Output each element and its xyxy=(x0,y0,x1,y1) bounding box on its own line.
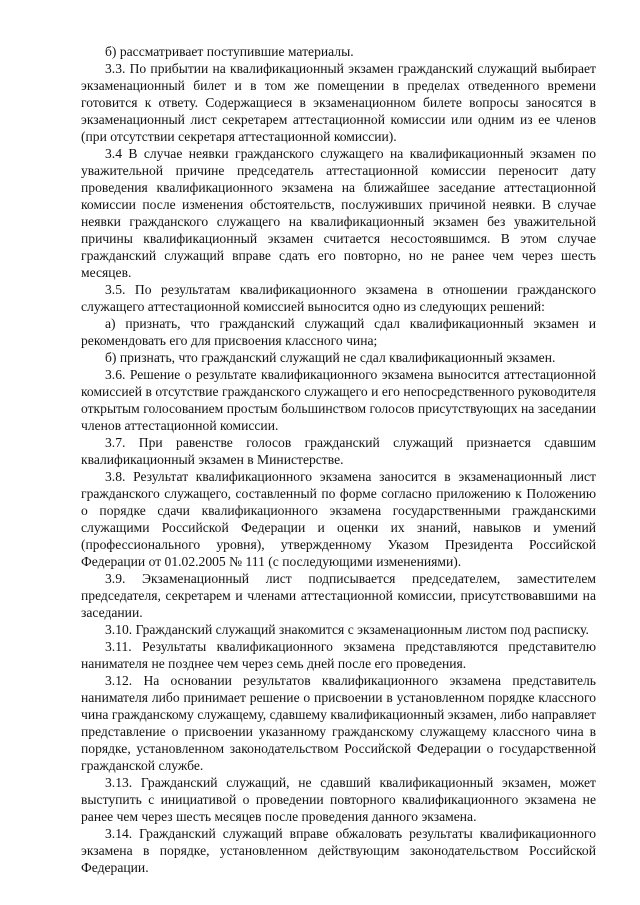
paragraph-3-5-a: а) признать, что гражданский служащий сдал квалификационный экзамен и рекомендовать его для присвоения классного чина; xyxy=(81,316,596,348)
paragraph-3-10: 3.10. Гражданский служащий знакомится с экзаменационным листом под расписку. xyxy=(105,622,589,637)
paragraph-3-11: 3.11. Результаты квалификационного экзамена представляются представителю нанимателя не позднее чем через семь дней после его проведения. xyxy=(81,639,596,671)
paragraph-3-4: 3.4 В случае неявки гражданского служащего на квалификационный экзамен по уважительной причине председатель аттестационной комиссии переносит дату проведения квалификационного экзамена на ближайшее заседание аттестационной комиссии после изменения обстоятельств, послуживших причиной неявки. В случае неявки гражданского служащего на квалификационный экзамен без уважительной причины квалификационный экзамен считается несостоявшимся. В этом случае гражданский служащий вправе сдать его повторно, но не ранее чем через шесть месяцев. xyxy=(81,146,596,280)
document-page xyxy=(81,43,596,876)
paragraph-3-9: 3.9. Экзаменационный лист подписывается председателем, заместителем председателя, секретарем и членами аттестационной комиссии, присутствовавшими на заседании. xyxy=(81,571,596,620)
paragraph-3-5-b: б) признать, что гражданский служащий не сдал квалификационный экзамен. xyxy=(105,350,556,365)
paragraph-3-13: 3.13. Гражданский служащий, не сдавший квалификационный экзамен, может выступить с инициативой о проведении повторного квалификационного экзамена не ранее чем через шесть месяцев после проведения данного экзамена. xyxy=(81,775,596,824)
paragraph-3-5: 3.5. По результатам квалификационного экзамена в отношении гражданского служащего аттестационной комиссией выносится одно из следующих решений: xyxy=(81,282,596,314)
paragraph-3-6: 3.6. Решение о результате квалификационного экзамена выносится аттестационной комиссией в отсутствие гражданского служащего и его непосредственного руководителя открытым голосованием простым большинством голосов присутствующих на заседании членов аттестационной комиссии. xyxy=(81,367,596,433)
paragraph-item-b-considers: б) рассматривает поступившие материалы. xyxy=(105,44,354,59)
paragraph-3-12: 3.12. На основании результатов квалификационного экзамена представитель нанимателя либо принимает решение о присвоении в установленном порядке классного чина гражданскому служащему, сдавшему квалификационный экзамен, либо направляет представление о присвоении указанному гражданскому служащему классного чина в порядке, установленном законодательством Российской Федерации о государственной гражданской службе. xyxy=(81,673,596,773)
paragraph-3-3: 3.3. По прибытии на квалификационный экзамен гражданский служащий выбирает экзаменационный билет и в том же помещении в пределах отведенного времени готовится к ответу. Содержащиеся в экзаменационном билете вопросы заносятся в экзаменационный лист секретарем аттестационной комиссии или одним из ее членов (при отсутствии секретаря аттестационной комиссии). xyxy=(81,61,596,144)
paragraph-3-8: 3.8. Результат квалификационного экзамена заносится в экзаменационный лист гражданского служащего, составленный по форме согласно приложению к Положению о порядке сдачи квалификационного экзамена государственными гражданскими служащими Российской Федерации и оценки их знаний, навыков и умений (профессионального уровня), утвержденному Указом Президента Российской Федерации от 01.02.2005 № 111 (с последующими изменениями). xyxy=(81,469,596,569)
paragraph-3-7: 3.7. При равенстве голосов гражданский служащий признается сдавшим квалификационный экзамен в Министерстве. xyxy=(81,435,596,467)
paragraph-3-14: 3.14. Гражданский служащий вправе обжаловать результаты квалификационного экзамена в порядке, установленном действующим законодательством Российской Федерации. xyxy=(81,826,596,875)
